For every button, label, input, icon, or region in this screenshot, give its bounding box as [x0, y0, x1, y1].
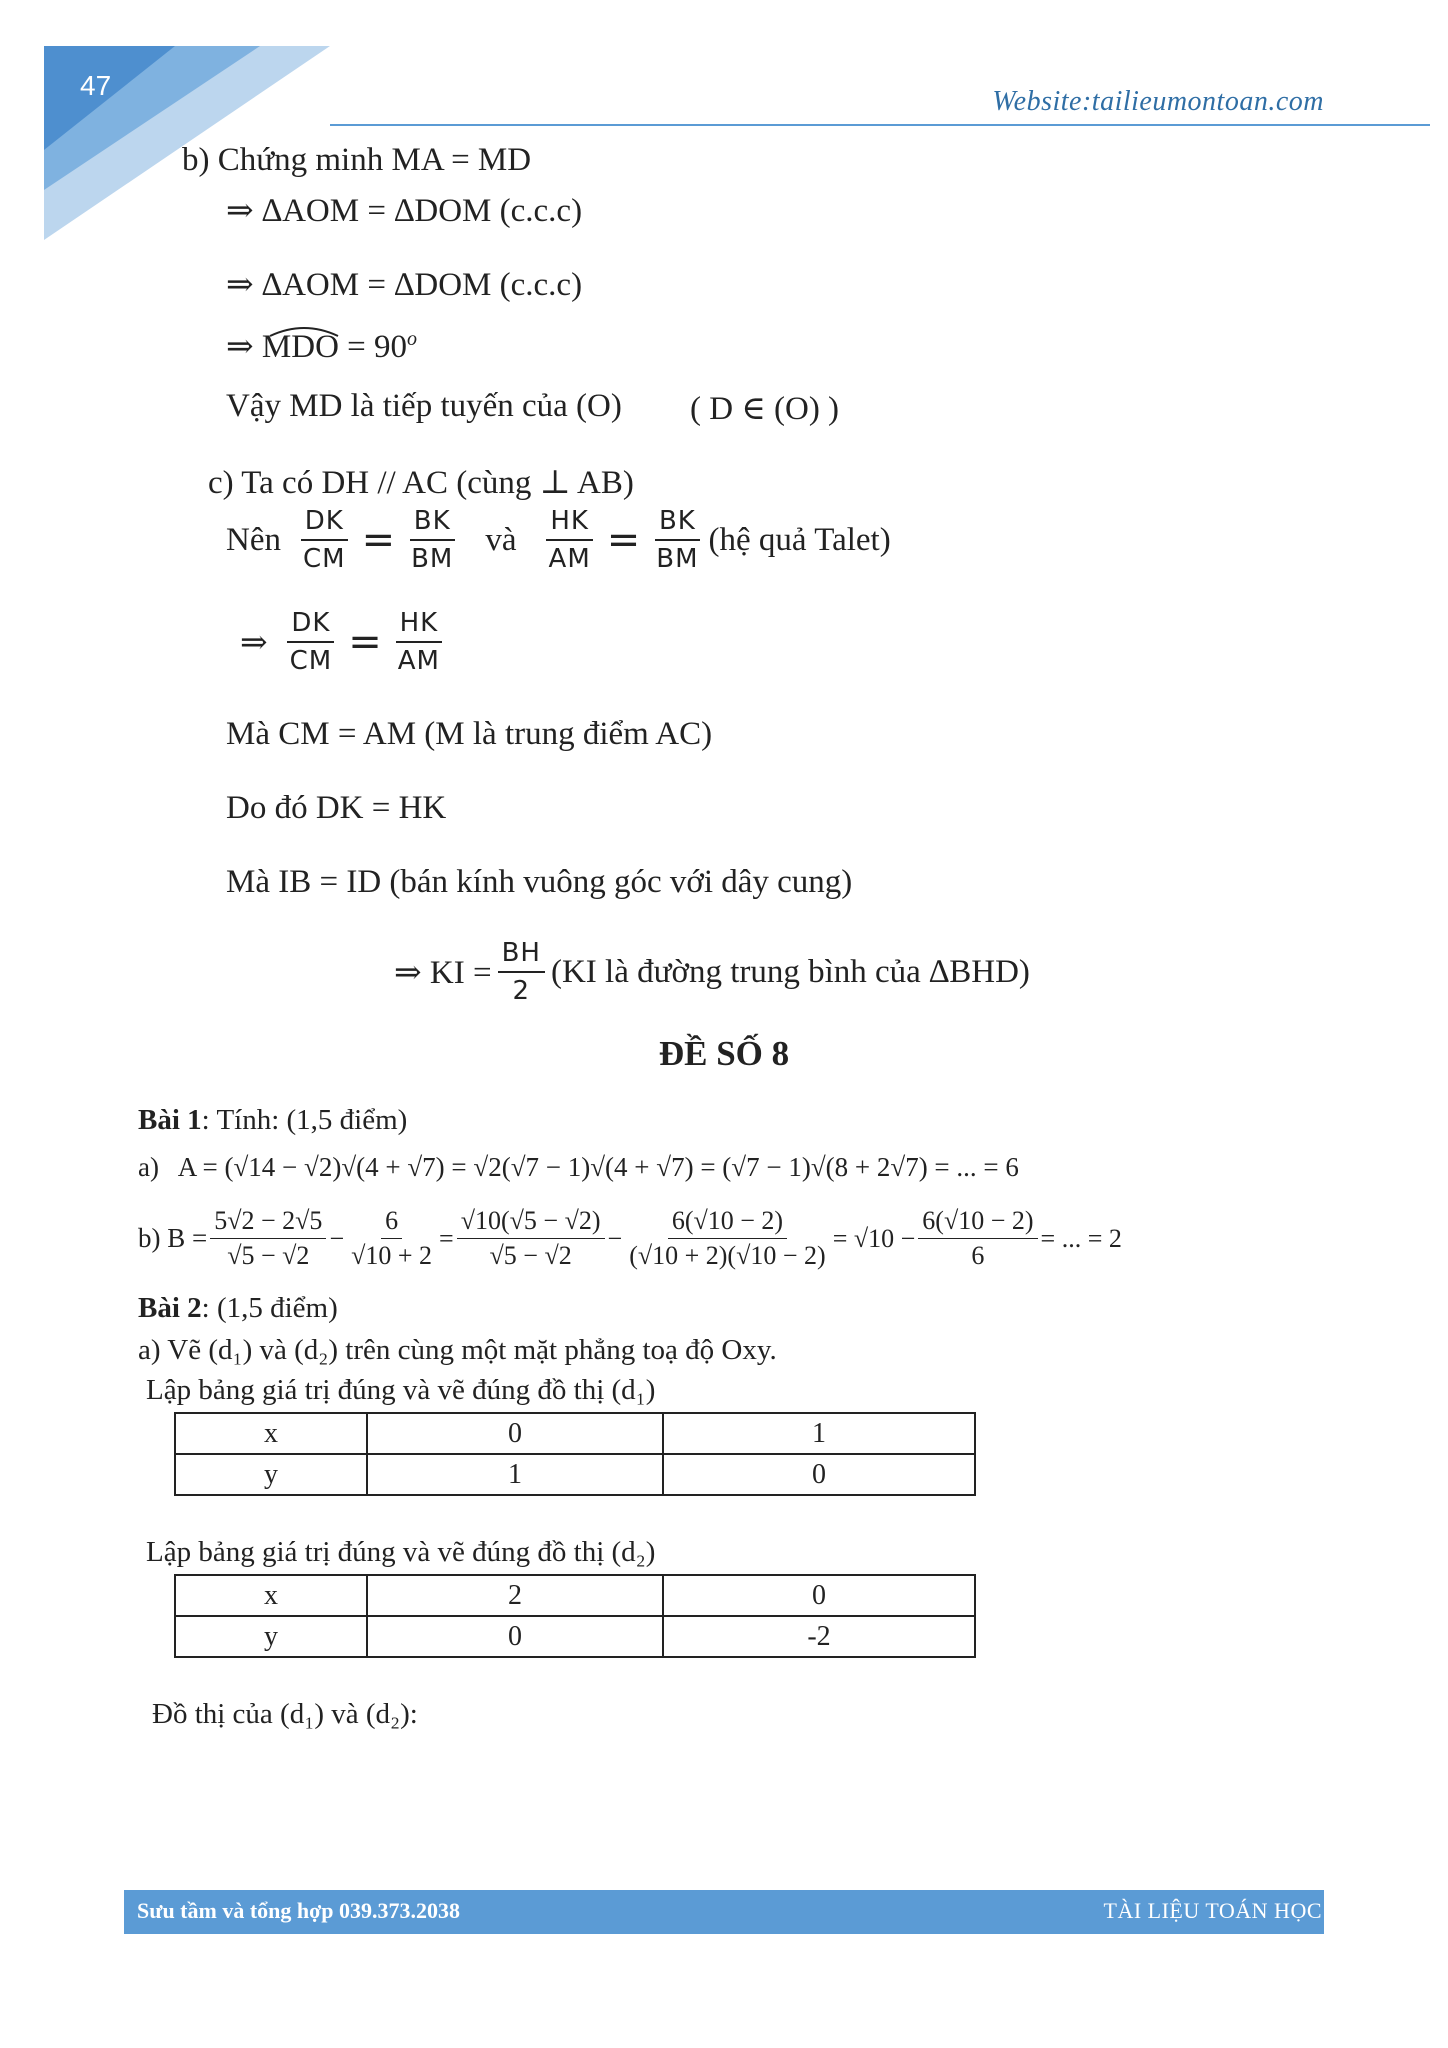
angle-arc — [268, 324, 340, 338]
bai2-part-a: a) Vẽ (d₁) và (d₂) trên cùng một mặt phẳng toạ độ Oxy. — [138, 1334, 777, 1366]
table-cell: -2 — [663, 1616, 975, 1657]
fraction-numerator: BH — [498, 938, 545, 973]
talet-note: (hệ quả Talet) — [708, 521, 891, 558]
fraction-dk-cm — [299, 506, 350, 574]
va-word: và — [485, 521, 517, 558]
ki-line — [394, 938, 1030, 1006]
b-fraction-2 — [347, 1206, 436, 1271]
part-c-implication-line — [240, 608, 450, 676]
equals-sign: = — [361, 517, 396, 563]
fraction-numerator: BK — [655, 506, 700, 541]
bai1-b-label: b) B = — [138, 1223, 208, 1253]
table-cell: y — [175, 1454, 367, 1495]
bai1-a-expression: A = (√14 − √2)√(4 + √7) = √2(√7 − 1)√(4 + √7) = (√7 − 1)√(8 + 2√7) = ... = 6 — [177, 1152, 1019, 1182]
bai1-part-a — [138, 1152, 1019, 1183]
ki-prefix: ⇒ KI = — [394, 955, 492, 991]
fraction-numerator: 6(√10 − 2) — [918, 1206, 1037, 1239]
b-result: = ... = 2 — [1040, 1223, 1122, 1253]
line-do-do: Do đó DK = HK — [226, 790, 447, 826]
part-b-line-2: ⇒ ∆AOM = ∆DOM (c.c.c) — [226, 267, 583, 303]
part-b-conclusion: Vậy MD là tiếp tuyến của (O) — [226, 388, 622, 424]
minus-sign: − — [329, 1223, 345, 1253]
table-row — [175, 1616, 975, 1657]
equals-sign: = — [348, 619, 382, 665]
fraction-denominator: AM — [397, 646, 440, 676]
fraction-numerator: 6 — [381, 1206, 402, 1239]
b-fraction-1 — [210, 1206, 326, 1271]
table1-caption: Lập bảng giá trị đúng và vẽ đúng đồ thị (d₁) — [146, 1374, 656, 1406]
angle-expression: ⇒ MDO = 90 — [226, 329, 408, 365]
table-cell: 0 — [367, 1616, 663, 1657]
page-number: 47 — [80, 70, 112, 101]
nen-word: Nên — [226, 521, 281, 558]
equals-sign: = — [439, 1223, 454, 1253]
bai1-title-bold: Bài 1 — [138, 1104, 202, 1136]
degree-mark: o — [407, 328, 418, 350]
bai2-title-bold: Bài 2 — [138, 1292, 202, 1324]
bai1-title — [138, 1104, 407, 1137]
equals-sign: = — [606, 517, 641, 563]
fraction-bk-bm-2 — [652, 506, 702, 574]
bai1-a-label: a) — [138, 1152, 159, 1182]
b-fraction-5 — [918, 1206, 1037, 1271]
fraction-numerator: HK — [546, 506, 593, 541]
table-cell: 0 — [663, 1575, 975, 1616]
table-cell: x — [175, 1575, 367, 1616]
fraction-bh-2 — [498, 938, 545, 1006]
table2-caption: Lập bảng giá trị đúng và vẽ đúng đồ thị (d₂) — [146, 1536, 656, 1568]
b-middle: = √10 − — [832, 1223, 916, 1253]
exam-heading: ĐỀ SỐ 8 — [658, 1034, 790, 1073]
fraction-numerator: DK — [287, 608, 334, 643]
fraction-denominator: BM — [411, 544, 454, 574]
table-row — [175, 1575, 975, 1616]
fraction-denominator: √5 − √2 — [227, 1241, 310, 1270]
table-cell: 1 — [367, 1454, 663, 1495]
part-c-title: c) Ta có DH // AC (cùng ⊥ AB) — [208, 465, 634, 501]
bai2-title-rest: : (1,5 điểm) — [201, 1292, 338, 1324]
part-b-title: b) Chứng minh MA = MD — [182, 142, 532, 178]
value-table-d2 — [174, 1574, 976, 1658]
fraction-denominator: BM — [656, 544, 699, 574]
table-row — [175, 1413, 975, 1454]
footer-right-text: TÀI LIỆU TOÁN HỌC — [1103, 1898, 1322, 1923]
fraction-denominator: √5 − √2 — [489, 1241, 572, 1270]
fraction-dk-cm-2 — [286, 608, 337, 676]
header-rule — [330, 124, 1430, 126]
graph-caption: Đồ thị của (d₁) và (d₂): — [152, 1698, 418, 1730]
table-cell: y — [175, 1616, 367, 1657]
b-fraction-4 — [625, 1206, 830, 1271]
table-cell: 0 — [663, 1454, 975, 1495]
table-row — [175, 1454, 975, 1495]
part-b-conclusion-note: ( D ∈ (O) ) — [690, 391, 840, 427]
part-b-line-1: ⇒ ∆AOM = ∆DOM (c.c.c) — [226, 193, 583, 229]
line-ma-cm: Mà CM = AM (M là trung điểm AC) — [226, 716, 713, 752]
fraction-denominator: √10 + 2 — [351, 1241, 433, 1270]
b-fraction-3 — [457, 1206, 605, 1271]
table-cell: 2 — [367, 1575, 663, 1616]
fraction-numerator: √10(√5 − √2) — [457, 1206, 605, 1239]
fraction-numerator: HK — [396, 608, 443, 643]
table-cell: 1 — [663, 1413, 975, 1454]
part-c-ratio-line — [226, 506, 891, 574]
fraction-denominator: CM — [302, 544, 346, 574]
fraction-denominator: 2 — [512, 976, 531, 1006]
fraction-denominator: (√10 + 2)(√10 − 2) — [629, 1241, 826, 1270]
fraction-denominator: 6 — [971, 1241, 985, 1270]
fraction-denominator: CM — [289, 646, 333, 676]
table-cell: 0 — [367, 1413, 663, 1454]
value-table-d1 — [174, 1412, 976, 1496]
minus-sign: − — [607, 1223, 623, 1253]
website-label: Website:tailieumontoan.com — [992, 86, 1324, 117]
fraction-numerator: DK — [301, 506, 348, 541]
implies-symbol: ⇒ — [240, 625, 268, 661]
bai1-part-b — [138, 1206, 1122, 1271]
bai1-title-rest: : Tính: (1,5 điểm) — [201, 1104, 408, 1136]
table-cell: x — [175, 1413, 367, 1454]
fraction-numerator: 6(√10 − 2) — [668, 1206, 787, 1239]
fraction-hk-am-2 — [394, 608, 444, 676]
fraction-numerator: BK — [410, 506, 455, 541]
bai2-title — [138, 1292, 338, 1325]
fraction-bk-bm — [407, 506, 457, 574]
line-ma-ib: Mà IB = ID (bán kính vuông góc với dây cung) — [226, 864, 853, 900]
footer-left-text: Sưu tầm và tổng hợp 039.373.2038 — [137, 1898, 461, 1923]
fraction-hk-am — [545, 506, 595, 574]
fraction-numerator: 5√2 − 2√5 — [210, 1206, 326, 1239]
ki-note: (KI là đường trung bình của ∆BHD) — [550, 953, 1030, 990]
fraction-denominator: AM — [548, 544, 591, 574]
